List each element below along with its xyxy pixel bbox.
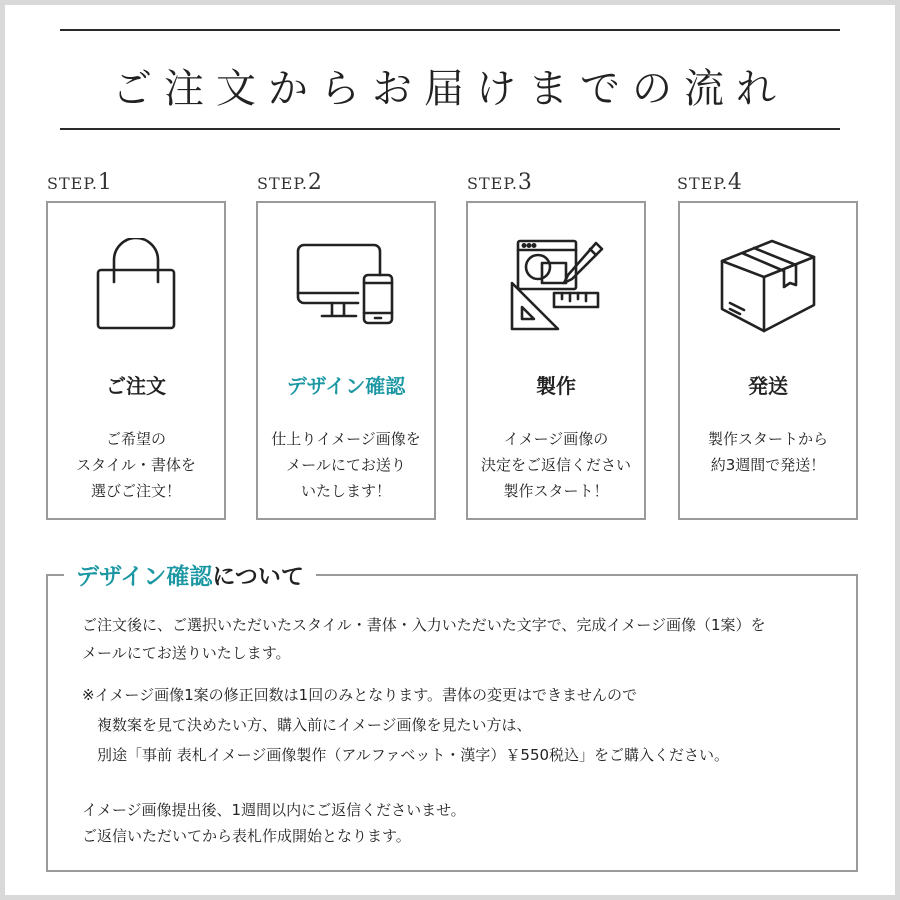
info-note-line: ※イメージ画像1案の修正回数は1回のみとなります。書体の変更はできませんので (82, 686, 638, 704)
info-heading-accent: デザイン確認 (76, 563, 213, 590)
step-1-label (47, 170, 112, 198)
info-note-line: 別途「事前 表札イメージ画像製作（アルファベット・漢字）￥550税込」をご購入ください。 (97, 746, 730, 764)
step-label-number: 4 (727, 170, 742, 195)
step-description (48, 426, 224, 504)
step-2-card (256, 201, 436, 520)
info-note-line: 複数案を見て決めたい方、購入前にイメージ画像を見たい方は、 (97, 716, 532, 734)
step-title: 製作 (536, 374, 576, 398)
page-title: ご注文からお届けまでの流れ (112, 65, 788, 112)
step-3-label (467, 170, 532, 198)
info-heading-rest: について (212, 563, 304, 590)
step-3-card (466, 201, 646, 520)
title-top-rule (60, 29, 840, 31)
step-4-label (677, 170, 742, 198)
step-description-line: 選びご注文！ (90, 482, 181, 500)
monitor-phone-icon (258, 235, 434, 335)
step-description-line: 製作スタートから (707, 430, 828, 448)
shipping-box-icon (680, 235, 856, 335)
step-label-number: 3 (517, 170, 532, 195)
step-2-label (257, 170, 322, 198)
step-title: ご注文 (106, 374, 166, 398)
step-description-line: いたします！ (300, 482, 391, 500)
title-bottom-rule (60, 128, 840, 130)
step-description-line: スタイル・書体を (76, 456, 196, 474)
step-title: 発送 (748, 374, 788, 398)
step-description-line: 決定をご返信ください (480, 456, 631, 474)
design-tools-icon (468, 235, 644, 335)
step-label-prefix: STEP. (257, 174, 308, 193)
info-paragraph-line: メールにてお送りいたします。 (82, 644, 291, 662)
step-description-line: メールにてお送り (286, 456, 406, 474)
step-1-card (46, 201, 226, 520)
step-label-prefix: STEP. (47, 174, 98, 193)
step-label-number: 1 (97, 170, 112, 195)
info-heading (64, 555, 316, 593)
step-description (680, 426, 856, 478)
info-paragraph-line: イメージ画像提出後、1週間以内にご返信くださいませ。 (82, 801, 466, 819)
step-label-prefix: STEP. (677, 174, 728, 193)
info-paragraph-line: ご注文後に、ご選択いただいたスタイル・書体・入力いただいた文字で、完成イメージ画像（1案）を (82, 616, 766, 634)
step-description-line: 製作スタート！ (503, 482, 609, 500)
step-description-line: 仕上りイメージ画像を (271, 430, 421, 448)
step-label-number: 2 (307, 170, 322, 195)
info-paragraph-line: ご返信いただいてから表札作成開始となります。 (82, 827, 411, 845)
shopping-bag-icon (48, 235, 224, 335)
step-description (468, 426, 644, 504)
step-title: デザイン確認 (286, 374, 406, 398)
step-description-line: 約3週間で発送！ (710, 456, 826, 474)
step-description-line: イメージ画像の (503, 430, 609, 448)
step-4-card (678, 201, 858, 520)
step-description (258, 426, 434, 504)
step-label-prefix: STEP. (467, 174, 518, 193)
step-description-line: ご希望の (105, 430, 166, 448)
